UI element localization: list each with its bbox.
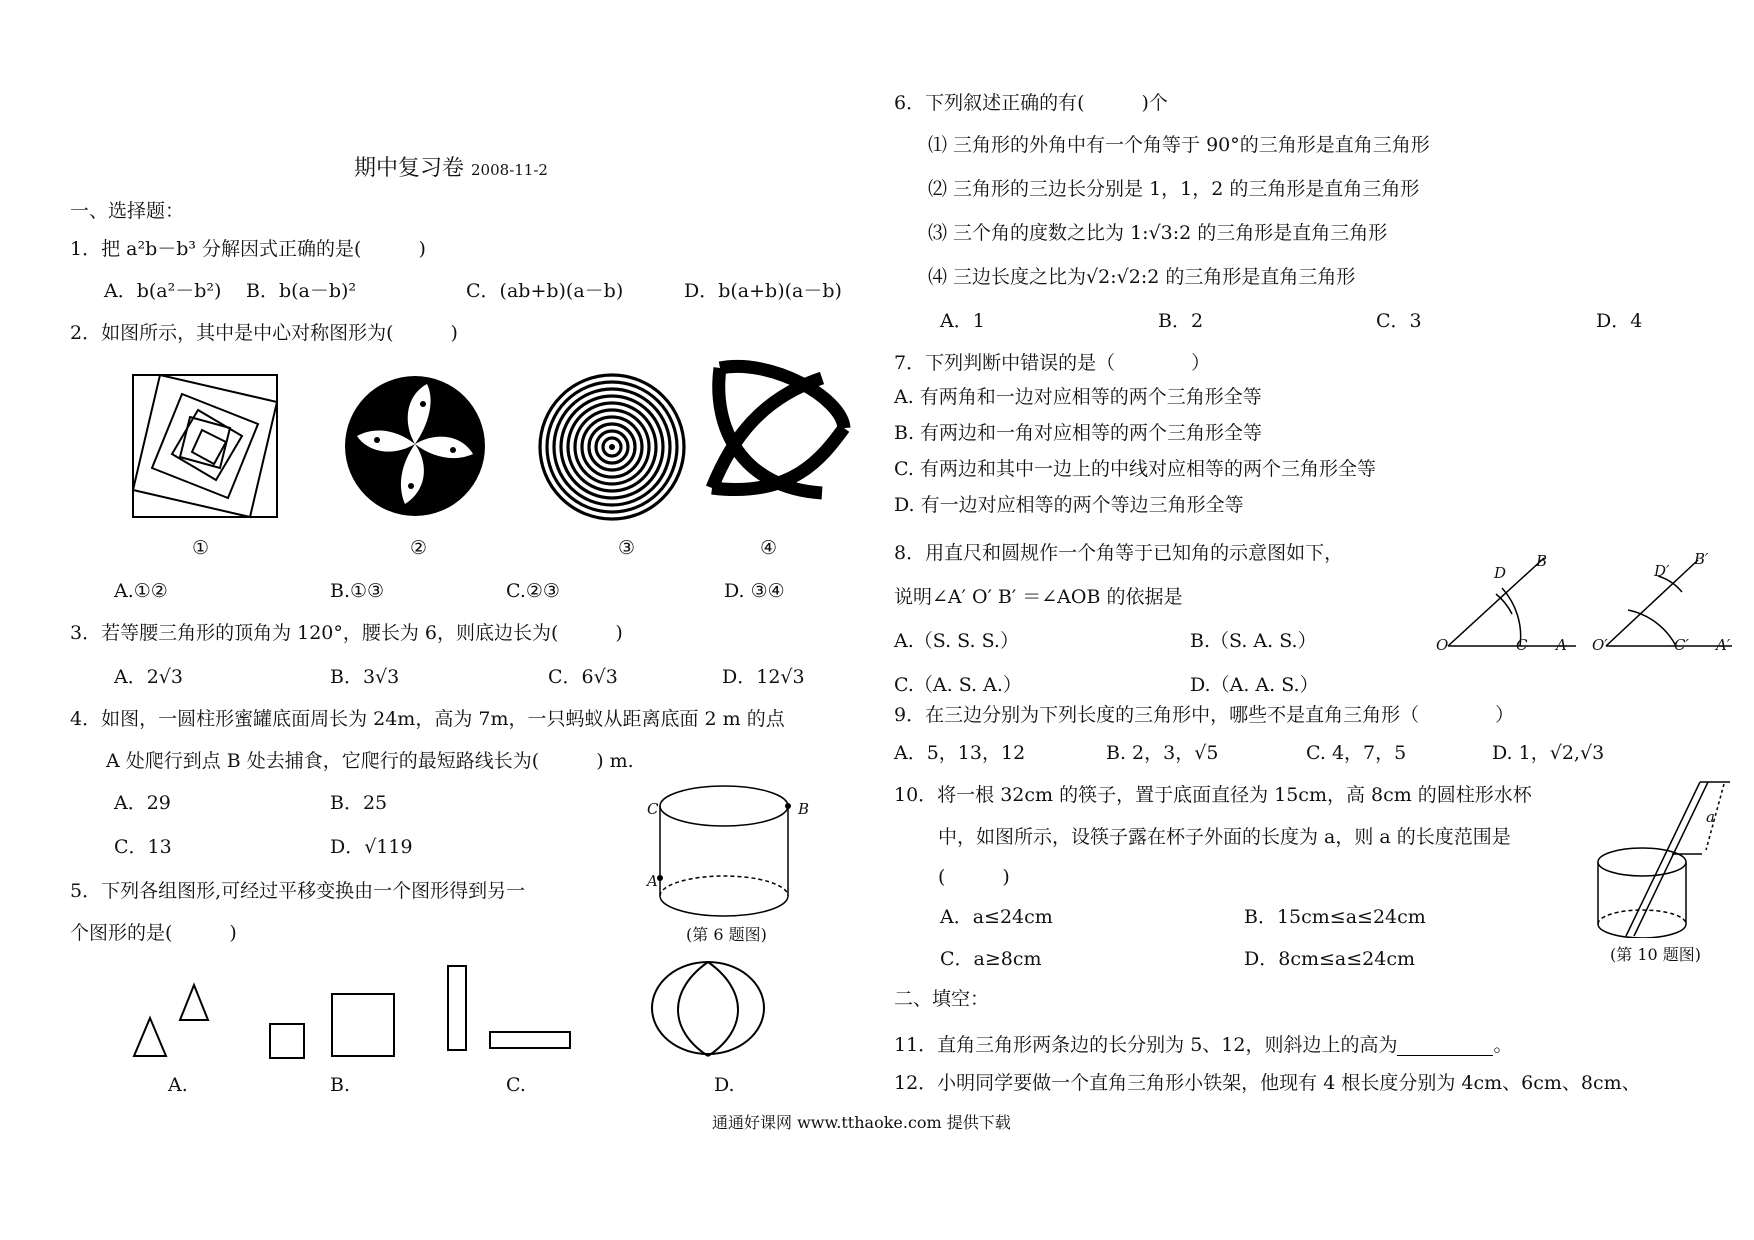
q2-option-a: A.①② [114, 580, 168, 602]
title-date: 2008-11-2 [471, 161, 548, 179]
q2-figure-4-triquetra [702, 358, 852, 508]
page-title [354, 158, 548, 181]
q8-option-b: B.（S. A. S.） [1190, 630, 1317, 652]
q8-label-d-prime: D′ [1654, 562, 1670, 580]
q4-cylinder-figure [650, 778, 800, 928]
q7-option-b: B. 有两边和一角对应相等的两个三角形全等 [894, 422, 1263, 444]
q11-stem [894, 1034, 1513, 1056]
q6-item-1: ⑴ 三角形的外角中有一个角等于 90°的三角形是直角三角形 [928, 134, 1430, 156]
q8-label-d: D [1494, 564, 1507, 582]
q4-stem-line1: 4．如图，一圆柱形蜜罐底面周长为 24m，高为 7m，一只蚂蚁从距离底面 2 m 的点 [70, 708, 785, 730]
q8-label-c: C [1516, 636, 1528, 654]
q5-option-b: B. [330, 1074, 351, 1096]
q5-stem-line1: 5．下列各组图形,可经过平移变换由一个图形得到另一 [70, 880, 526, 902]
q1-option-d: D．b(a+b)(a－b) [684, 280, 842, 302]
q8-label-b: B [1536, 552, 1548, 570]
q3-option-d: D．12√3 [722, 666, 805, 688]
q9-option-c: C. 4，7，5 [1306, 742, 1407, 764]
q5-option-a: A. [168, 1074, 188, 1096]
q6-stem: 6．下列叙述正确的有( )个 [894, 92, 1168, 114]
q10-label-a: a [1706, 808, 1715, 826]
q6-item-4: ⑷ 三边长度之比为√2:√2:2 的三角形是直角三角形 [928, 266, 1356, 288]
q6-option-d: D．4 [1596, 310, 1643, 332]
q10-stem-line2: 中，如图所示，设筷子露在杯子外面的长度为 a，则 a 的长度范围是 [938, 826, 1511, 848]
q3-option-b: B．3√3 [330, 666, 400, 688]
q1-option-c: C．(ab+b)(a－b) [466, 280, 624, 302]
q6-option-a: A．1 [940, 310, 985, 332]
q5-option-d: D. [714, 1074, 735, 1096]
q4-label-a: A [647, 872, 658, 890]
q2-option-c: C.②③ [506, 580, 560, 602]
q7-option-a: A. 有两角和一边对应相等的两个三角形全等 [894, 386, 1262, 408]
q2-stem: 2．如图所示，其中是中心对称图形为( ) [70, 322, 458, 344]
q3-option-a: A．2√3 [114, 666, 184, 688]
q2-option-d: D. ③④ [724, 580, 785, 602]
q9-option-b: B. 2，3，√5 [1106, 742, 1219, 764]
footer-credit: 通通好课网 www.tthaoke.com 提供下载 [712, 1113, 1011, 1132]
q8-label-o: O [1436, 636, 1449, 654]
q11-answer-blank[interactable] [1397, 1037, 1493, 1056]
q4-label-c: C [647, 800, 659, 818]
q5-figure-a-triangles [128, 980, 228, 1060]
q8-label-a-prime: A′ [1716, 636, 1731, 654]
q6-option-c: C．3 [1376, 310, 1422, 332]
q2-figure-3-label: ③ [618, 537, 636, 559]
q6-item-2: ⑵ 三角形的三边长分别是 1，1，2 的三角形是直角三角形 [928, 178, 1420, 200]
q5-option-c: C. [506, 1074, 526, 1096]
q2-figure-1-label: ① [192, 537, 210, 559]
q4-option-a: A．29 [114, 792, 171, 814]
q8-label-b-prime: B′ [1694, 550, 1709, 568]
q2-option-b: B.①③ [330, 580, 385, 602]
q11-tail: 。 [1493, 1034, 1513, 1056]
q7-option-d: D. 有一边对应相等的两个等边三角形全等 [894, 494, 1244, 516]
q11-text: 11．直角三角形两条边的长分别为 5、12，则斜边上的高为 [894, 1034, 1398, 1056]
q4-option-b: B．25 [330, 792, 388, 814]
q5-stem-line2: 个图形的是( ) [70, 922, 237, 944]
q2-figure-2-bauhinia-flag [343, 374, 487, 518]
q3-stem: 3．若等腰三角形的顶角为 120°，腰长为 6，则底边长为( ) [70, 622, 623, 644]
q8-label-a: A [1556, 636, 1567, 654]
q1-stem: 1．把 a²b－b³ 分解因式正确的是( ) [70, 238, 426, 260]
q10-option-c: C．a≥8cm [940, 948, 1042, 970]
q8-label-o-prime: O′ [1592, 636, 1608, 654]
q8-stem-line2: 说明∠A′ O′ B′ ＝∠AOB 的依据是 [894, 586, 1183, 608]
q8-option-d: D.（A. A. S.） [1190, 674, 1319, 696]
q8-label-c-prime: C′ [1674, 636, 1689, 654]
q7-stem: 7．下列判断中错误的是（ ） [894, 352, 1211, 374]
q8-option-c: C.（A. S. A.） [894, 674, 1022, 696]
q10-caption: (第 10 题图) [1610, 945, 1702, 964]
q4-label-b: B [798, 800, 810, 818]
q2-figure-1-nested-squares [130, 372, 280, 520]
q9-option-a: A．5，13，12 [894, 742, 1026, 764]
q10-option-a: A．a≤24cm [940, 906, 1053, 928]
q5-figure-d-circle-arcs [648, 960, 768, 1060]
q12-stem: 12．小明同学要做一个直角三角形小铁架，他现有 4 根长度分别为 4cm、6cm、8cm、 [894, 1072, 1641, 1094]
section-fill-label: 二、填空： [894, 988, 990, 1010]
q8-stem-line1: 8．用直尺和圆规作一个角等于已知角的示意图如下， [894, 542, 1344, 564]
title-text: 期中复习卷 [354, 156, 465, 181]
q10-option-d: D．8cm≤a≤24cm [1244, 948, 1415, 970]
q9-stem: 9．在三边分别为下列长度的三角形中，哪些不是直角三角形（ ） [894, 704, 1515, 726]
q4-caption: (第 6 题图) [686, 925, 767, 944]
q5-figure-c-rectangles [446, 964, 576, 1054]
q3-option-c: C．6√3 [548, 666, 618, 688]
q4-stem-line2: A 处爬行到点 B 处去捕食，它爬行的最短路线长为( ) m. [106, 750, 634, 772]
q8-option-a: A.（S. S. S.） [894, 630, 1019, 652]
q9-option-d: D. 1，√2,√3 [1492, 742, 1605, 764]
q10-stem-line3: ( ) [938, 866, 1010, 888]
q2-figure-4-label: ④ [760, 537, 778, 559]
q5-figure-b-squares [268, 990, 398, 1060]
q6-option-b: B．2 [1158, 310, 1204, 332]
q1-option-b: B．b(a－b)² [246, 280, 357, 302]
q7-option-c: C. 有两边和其中一边上的中线对应相等的两个三角形全等 [894, 458, 1376, 480]
q10-option-b: B．15cm≤a≤24cm [1244, 906, 1426, 928]
q4-option-c: C．13 [114, 836, 172, 858]
q2-figure-2-label: ② [410, 537, 428, 559]
section-choice-label: 一、选择题： [70, 200, 185, 222]
q4-option-d: D．√119 [330, 836, 413, 858]
q2-figure-3-concentric-circles [537, 372, 687, 522]
q6-item-3: ⑶ 三个角的度数之比为 1:√3:2 的三角形是直角三角形 [928, 222, 1388, 244]
q1-option-a: A．b(a²－b²) [104, 280, 222, 302]
q10-stem-line1: 10．将一根 32cm 的筷子，置于底面直径为 15cm，高 8cm 的圆柱形水杯 [894, 784, 1532, 806]
q10-cup-chopstick-figure [1596, 778, 1746, 938]
